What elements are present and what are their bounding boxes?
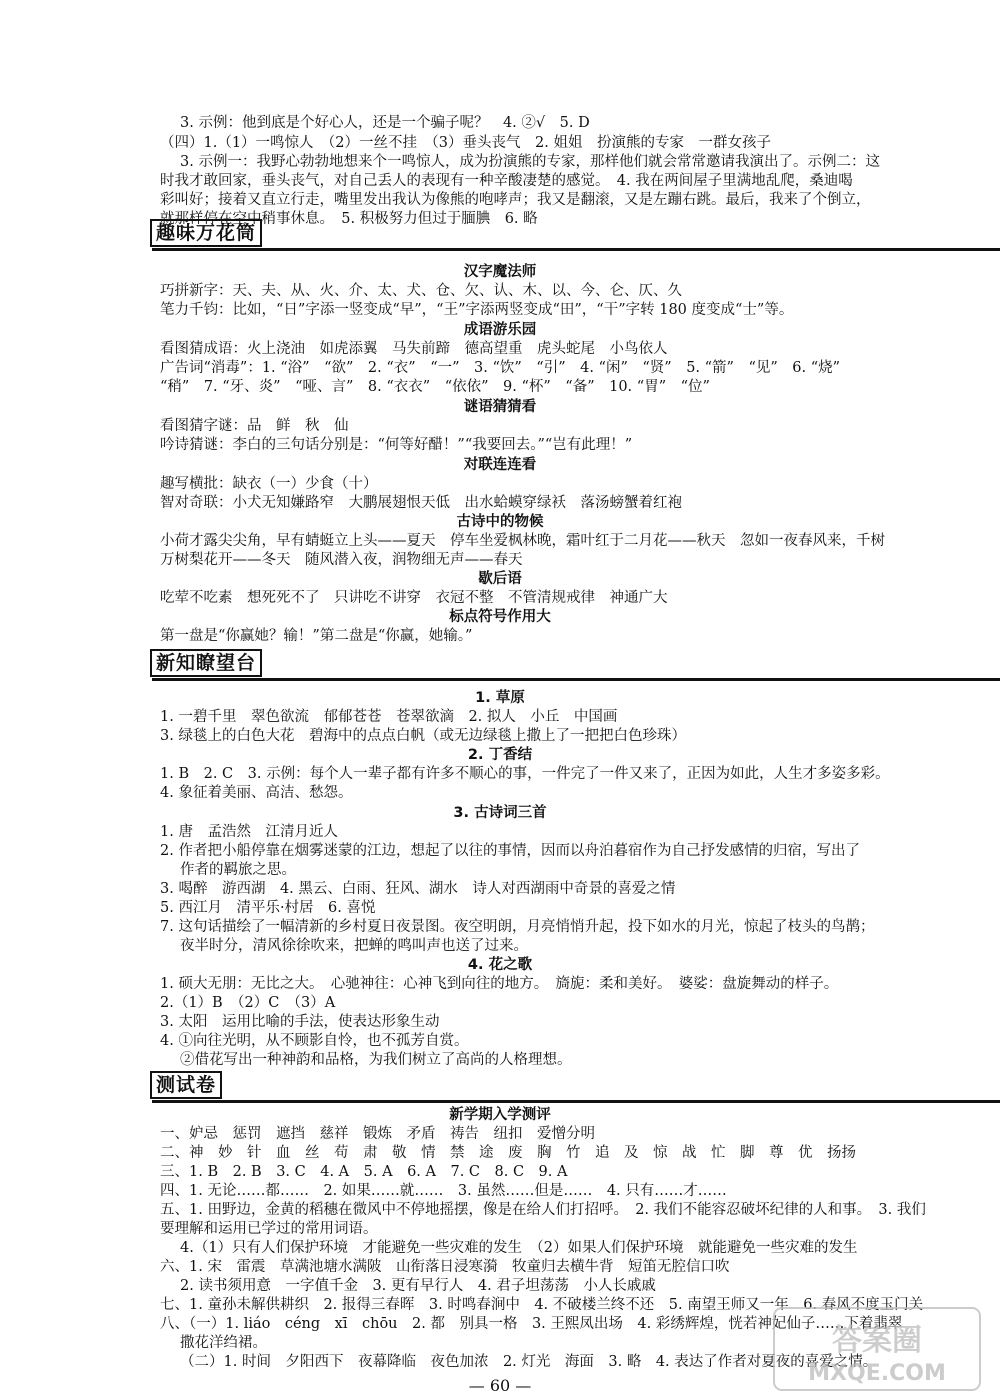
answer-line: 7. 这句话描绘了一幅清新的乡村夏日夜景图。夜空明朗，月亮悄悄升起，投下如水的月光，惊起了枝头的鸟鹊； [160, 919, 875, 935]
answer-line: 时我才敢回家，垂头丧气，对自己丢人的表现有一种辛酸凄楚的感觉。 4. 我在两间屋子里满地乱爬，桑迪喝 [160, 173, 853, 189]
answer-line: 万树梨花开——冬天 随风潜入夜，润物细无声——春天 [160, 552, 523, 568]
answer-line: 要理解和运用已学过的常用词语。 [160, 1221, 378, 1237]
answer-line: 3. 绿毯上的白色大花 碧海中的点点白帆（或无边绿毯上撒上了一把把白色珍珠） [160, 728, 686, 744]
answer-line: 3. 示例一：我野心勃勃地想来个一鸣惊人，成为扮演熊的专家，那样他们就会常常邀请我演出了。示例二：这 [180, 154, 880, 170]
answer-line: 4. 象征着美丽、高洁、愁怨。 [160, 785, 353, 801]
section-title-test-paper: 测试卷 [150, 1071, 222, 1099]
subsection-heading: 3. 古诗词三首 [453, 805, 547, 821]
answer-line: 1. 唐 孟浩然 江清月近人 [160, 824, 338, 840]
watermark-text-bottom: MXQE.COM [808, 1361, 946, 1386]
answer-line: 看图猜字谜：品 鲜 秋 仙 [160, 418, 349, 434]
answer-line: 彩叫好；接着又直立行走，嘴里发出我认为像熊的咆哮声；我又是翻滚，又是左蹦右跳。最后，我来了个倒立， [160, 192, 871, 208]
answer-line: 2. 作者把小船停靠在烟雾迷蒙的江边，想起了以往的事情，因而以舟泊暮宿作为自己抒发感情的归宿，写出了 [160, 843, 860, 859]
section-title-kaleidoscope: 趣味万花筒 [150, 219, 262, 247]
answer-line: 4. ①向往光明，从不顾影自怜，也不孤芳自赏。 [160, 1033, 469, 1049]
subsection-heading: 标点符号作用大 [449, 609, 551, 625]
subsection-heading: 古诗中的物候 [456, 514, 544, 530]
answer-line: 5. 西江月 清平乐·村居 6. 喜悦 [160, 900, 376, 916]
subsection-heading: 对联连连看 [463, 457, 537, 473]
answer-line: 吃荤不吃素 想死死不了 只讲吃不讲穿 衣冠不整 不管清规戒律 神通广大 [160, 590, 668, 606]
answer-line: （二）1. 时间 夕阳西下 夜幕降临 夜色加浓 2. 灯光 海面 3. 略 4. 表达了作者对夏夜的喜爱之情。 [180, 1354, 878, 1370]
answer-line: ②借花写出一种神韵和品格，为我们树立了高尚的人格理想。 [180, 1052, 572, 1068]
answer-line: 3. 喝醉 游西湖 4. 黑云、白雨、狂风、湖水 诗人对西湖雨中奇景的喜爱之情 [160, 881, 676, 897]
answer-line: 3. 示例：他到底是个好心人，还是一个骗子呢？ 4. ②√ 5. D [180, 115, 590, 131]
answer-line: 1. 一碧千里 翠色欲流 郁郁苍苍 苍翠欲滴 2. 拟人 小丘 中国画 [160, 709, 618, 725]
answer-line: 3. 太阳 运用比喻的手法，使表达形象生动 [160, 1014, 440, 1030]
answer-line: 八、（一）1. liáo céng xī chōu 2. 都 别具一格 3. 王熙凤出场 4. 彩绣辉煌，恍若神妃仙子……下着翡翠 [160, 1316, 903, 1332]
subsection-heading: 歇后语 [478, 571, 522, 587]
answer-line: （四）1.（1）一鸣惊人 （2）一丝不挂 （3）垂头丧气 2. 姐姐 扮演熊的专家 一群女孩子 [160, 135, 771, 151]
section-title-new-knowledge: 新知瞭望台 [150, 649, 262, 677]
answer-line: 小荷才露尖尖角，早有蜻蜓立上头——夏天 停车坐爱枫林晚，霜叶红于二月花——秋天 忽如一夜春风来，千树 [160, 533, 885, 549]
watermark-logo [772, 1306, 982, 1392]
answer-line: 智对奇联：小犬无知嫌路窄 大鹏展翅恨天低 出水蛤蟆穿绿袄 落汤螃蟹着红袍 [160, 495, 682, 511]
answer-line: 1. B 2. C 3. 示例：每个人一辈子都有许多不顺心的事，一件完了一件又来了，正因为如此，人生才多姿多彩。 [160, 766, 890, 782]
answer-line: 笔力千钧：比如，“日”字添一竖变成“早”，“王”字添两竖变成“田”，“干”字转 180 度变成“士”等。 [160, 302, 794, 318]
watermark-text-top: 答案圈 [832, 1323, 922, 1358]
subsection-heading: 1. 草原 [475, 690, 525, 706]
subsection-heading: 2. 丁香结 [467, 747, 533, 763]
answer-line: 四、1. 无论……都…… 2. 如果……就…… 3. 虽然……但是…… 4. 只有……才…… [160, 1183, 727, 1199]
answer-line: 4.（1）只有人们保护环境 才能避免一些灾难的发生 （2）如果人们保护环境 就能避免一些灾难的发生 [180, 1240, 858, 1256]
answer-line: 巧拼新字：天、夫、从、火、介、太、犬、仓、欠、认、木、以、今、仑、仄、久 [160, 283, 682, 299]
page-number: — 60 — [468, 1376, 532, 1395]
answer-line: 1. 硕大无朋：无比之大。 心驰神往：心神飞到向往的地方。 旖旎：柔和美好。 婆娑：盘旋舞动的样子。 [160, 976, 839, 992]
subsection-heading: 成语游乐园 [463, 322, 537, 338]
answer-line: 就那样停在空中稍事休息。 5. 积极努力但过于腼腆 6. 略 [160, 211, 538, 227]
answer-line: “稍” 7. “牙、炎” “哑、言” 8. “衣衣” “依依” 9. “杯” “备” 10. “胃” “位” [160, 379, 710, 395]
answer-line: 看图猜成语：火上浇油 如虎添翼 马失前蹄 德高望重 虎头蛇尾 小鸟依人 [160, 341, 668, 357]
answer-line: 七、1. 童孙未解供耕织 2. 报得三春晖 3. 时鸣春涧中 4. 不破楼兰终不还 5. 南望王师又一年 6. 春风不度玉门关 [160, 1297, 924, 1313]
answer-line: 2. 读书须用意 一字值千金 3. 更有早行人 4. 君子坦荡荡 小人长戚戚 [180, 1278, 656, 1294]
subsection-heading: 汉字魔法师 [463, 264, 537, 280]
answer-line: 二、神 妙 针 血 丝 苟 肃 敬 情 禁 途 废 胸 竹 追 及 惊 战 忙 脚 尊 优 扬扬 [160, 1145, 856, 1161]
answer-line: 趣写横批：缺衣（一）少食（十） [160, 476, 378, 492]
subsection-heading: 谜语猜猜看 [463, 399, 537, 415]
answer-line: 作者的羁旅之思。 [180, 862, 296, 878]
answer-line: 广告词“消毒”：1. “浴” “欲” 2. “衣” “一” 3. “饮” “引” 4. “闲” “贤” 5. “箭” “见” 6. “烧” [160, 360, 841, 376]
answer-line: 一、妒忌 惩罚 遮挡 慈祥 锻炼 矛盾 祷告 纽扣 爱憎分明 [160, 1126, 595, 1142]
answer-line: 五、1. 田野边，金黄的稻穗在微风中不停地摇摆，像是在给人们打招呼。 2. 我们不能容忍破坏纪律的人和事。 3. 我们 [160, 1202, 926, 1218]
answer-line: 夜半时分，清风徐徐吹来，把蝉的鸣叫声也送了过来。 [180, 938, 528, 954]
subsection-heading: 4. 花之歌 [467, 957, 533, 973]
answer-line: 2.（1）B （2）C （3）A [160, 995, 336, 1011]
answer-line: 第一盘是“你赢她？输！”第二盘是“你赢，她输。” [160, 628, 473, 644]
answer-line: 三、1. B 2. B 3. C 4. A 5. A 6. A 7. C 8. C 9. A [160, 1164, 568, 1180]
answer-line: 吟诗猜谜：李白的三句话分别是：“何等好醋！”“我要回去。”“岂有此理！” [160, 437, 633, 453]
answer-line: 撒花洋绉裙。 [180, 1335, 267, 1351]
subsection-heading: 新学期入学测评 [449, 1107, 551, 1123]
answer-line: 六、1. 宋 雷震 草满池塘水满陂 山衔落日浸寒漪 牧童归去横牛背 短笛无腔信口吹 [160, 1259, 730, 1275]
